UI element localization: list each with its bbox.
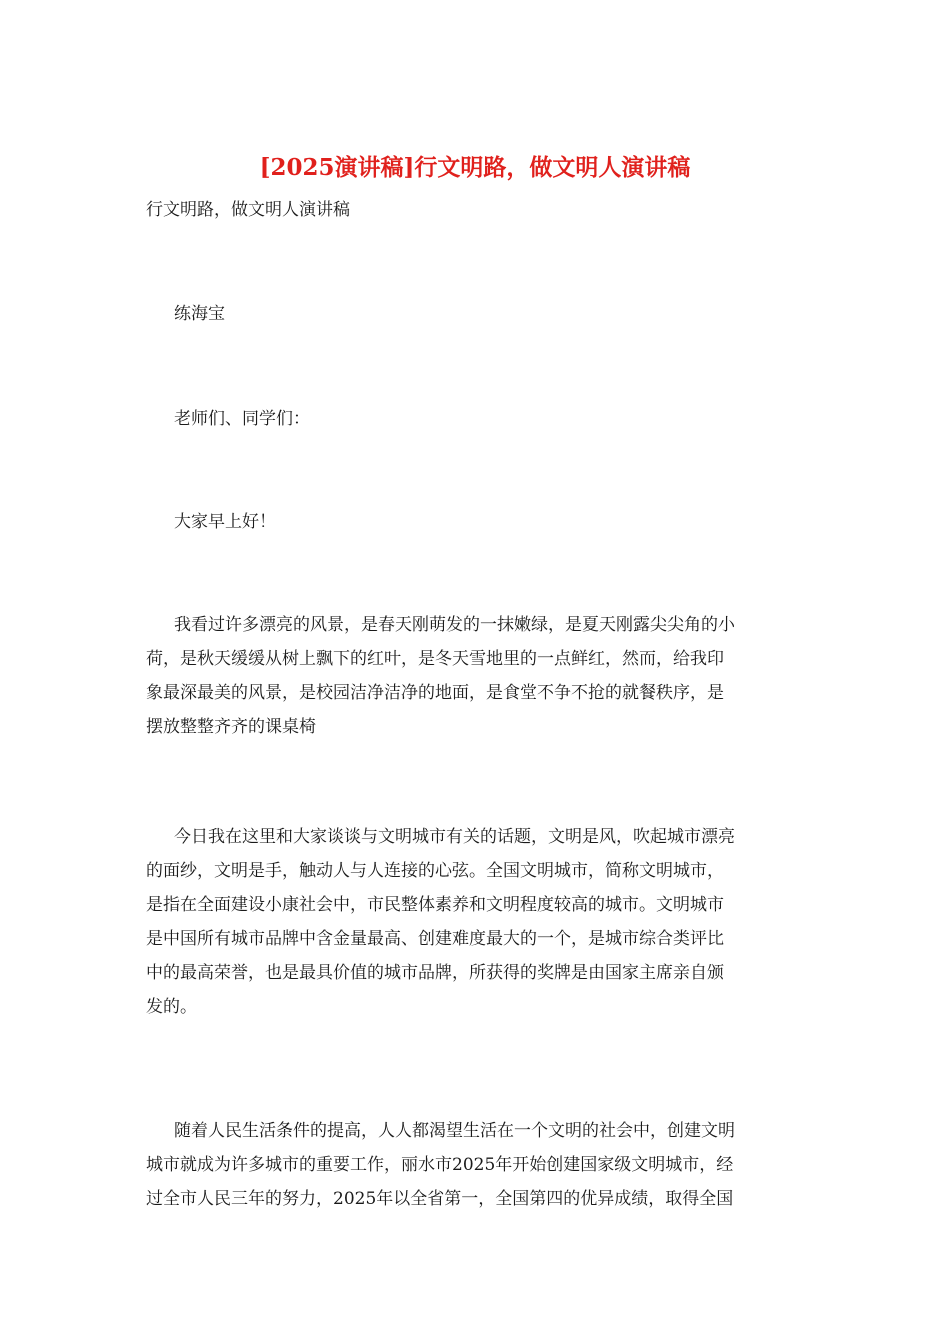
document-subtitle: 行文明路，做文明人演讲稿: [146, 200, 350, 220]
paragraph-3: [146, 1114, 806, 1216]
salutation: 老师们、同学们：: [174, 409, 310, 429]
paragraph-line: 荷，是秋天缓缓从树上飘下的红叶，是冬天雪地里的一点鲜红，然而，给我印: [146, 649, 724, 669]
paragraph-line: 今日我在这里和大家谈谈与文明城市有关的话题，文明是风，吹起城市漂亮: [174, 827, 735, 847]
paragraph-line: 是中国所有城市品牌中含金量最高、创建难度最大的一个，是城市综合类评比: [146, 929, 724, 949]
paragraph-line: 象最深最美的风景，是校园洁净洁净的地面，是食堂不争不抢的就餐秩序，是: [146, 683, 724, 703]
paragraph-2: [146, 820, 806, 1024]
paragraph-line: 发的。: [146, 997, 197, 1017]
paragraph-line: 我看过许多漂亮的风景，是春天刚萌发的一抹嫩绿，是夏天刚露尖尖角的小: [174, 615, 735, 635]
paragraph-1: [146, 608, 806, 744]
author-name: 练海宝: [174, 304, 225, 324]
paragraph-line: 是指在全面建设小康社会中，市民整体素养和文明程度较高的城市。文明城市: [146, 895, 724, 915]
greeting: 大家早上好！: [174, 512, 276, 532]
paragraph-line: 中的最高荣誉，也是最具价值的城市品牌，所获得的奖牌是由国家主席亲自颁: [146, 963, 724, 983]
paragraph-line: 城市就成为许多城市的重要工作，丽水市2025年开始创建国家级文明城市，经: [146, 1155, 734, 1175]
paragraph-line: 随着人民生活条件的提高，人人都渴望生活在一个文明的社会中，创建文明: [174, 1121, 735, 1141]
document-title: [2025演讲稿]行文明路，做文明人演讲稿: [259, 154, 691, 181]
paragraph-line: 的面纱，文明是手，触动人与人连接的心弦。全国文明城市，简称文明城市，: [146, 861, 724, 881]
paragraph-line: 过全市人民三年的努力，2025年以全省第一，全国第四的优异成绩，取得全国: [146, 1189, 734, 1209]
paragraph-line: 摆放整整齐齐的课桌椅: [146, 717, 316, 737]
